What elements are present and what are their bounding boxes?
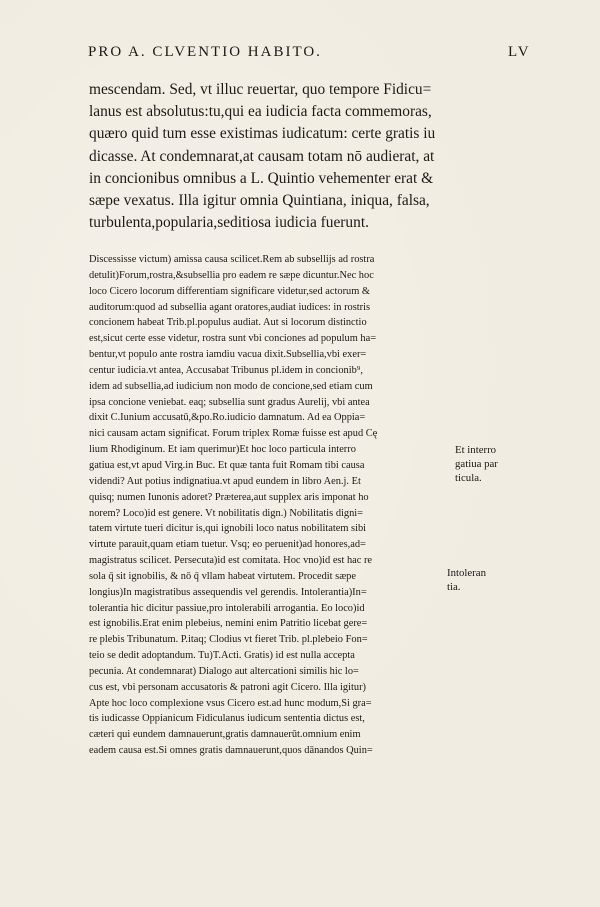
- commentary-line: tatem virtute tueri dicitur is,qui ignobili loco natus nobilitatem sibi: [89, 523, 367, 535]
- margin-note-interrogatiua: [455, 443, 498, 485]
- commentary-line: est,sicut certe esse videtur, rostra sunt vbi conciones ad populum ha=: [89, 333, 377, 345]
- main-text-line: turbulenta,popularia,seditiosa iudicia fuerunt.: [89, 214, 369, 232]
- main-text-block: [89, 79, 484, 234]
- commentary-line: sola q̄ sit ignobilis, & nō q̄ vllam habeat virtutem. Procedit sæpe: [89, 570, 356, 582]
- main-text-line: quæro quid tum esse existimas iudicatum: certe gratis iu: [89, 125, 436, 143]
- commentary-line: lium Rhodiginum. Et iam querimur)Et hoc loco particula interro: [89, 444, 356, 456]
- commentary-line: teio se dedit adoptandum. Tu)T.Acti. Gratis) id est nulla accepta: [89, 650, 355, 662]
- commentary-line: norem? Loco)id est genere. Vt nobilitatis dign.) Nobilitatis digni=: [89, 507, 364, 519]
- commentary-line: dixit C.Iunium accusatū,&po.Ro.iudicio damnatum. Ad ea Oppia=: [89, 412, 366, 424]
- margin-note-line: ticula.: [455, 472, 482, 484]
- commentary-block: [89, 252, 445, 759]
- margin-note-line: gatiua par: [455, 458, 498, 470]
- folio-number: LV: [508, 44, 531, 60]
- main-text-line: mescendam. Sed, vt illuc reuertar, quo tempore Fidicu=: [89, 81, 432, 98]
- commentary-line: gatiua est,vt apud Virg.in Buc. Et quæ tanta fuit Romam tibi causa: [89, 459, 365, 471]
- commentary-line: tolerantia hic dicitur passiue,pro intolerabili arrogantia. Eo loco)id: [89, 602, 365, 614]
- commentary-line: est ignobilis.Erat enim plebeius, nemini enim Patritio licebat gere=: [89, 618, 368, 630]
- main-text-line: dicasse. At condemnarat,at causam totam nō audierat, at: [89, 147, 435, 165]
- commentary-line: longius)In magistratibus assequendis vel gerendis. Intolerantia)In=: [89, 586, 367, 598]
- main-text-line: lanus est absolutus:tu,qui ea iudicia facta commemoras,: [89, 103, 432, 121]
- commentary-line: concionem habeat Trib.pl.populus audiat. Aut si locorum distinctio: [89, 317, 367, 329]
- commentary-line: videndi? Aut potius indignatiua.vt apud eundem in libro Aen.j. Et: [89, 475, 361, 487]
- running-head: PRO A. CLVENTIO HABITO.: [88, 44, 322, 60]
- commentary-line: quisq; numen Iunonis adoret? Præterea,aut supplex aris imponat ho: [89, 491, 369, 503]
- commentary-line: cæteri qui eundem damnauerunt,gratis damnauerūt.omnium enim: [89, 729, 361, 741]
- commentary-line: idem ad subsellia,ad iudicium non modo de concione,sed etiam cum: [89, 380, 373, 392]
- commentary-line: ipsa concione veniebat. eaq; subsellia sunt gradus Aurelij, vbi antea: [89, 396, 370, 408]
- commentary-line: nici causam actam significat. Forum triplex Romæ fuisse est apud Cę: [89, 428, 378, 440]
- commentary-line: Apte hoc loco complexione vsus Cicero est.ad hunc modum,Si gra=: [89, 697, 372, 709]
- commentary-line: bentur,vt populo ante rostra iamdiu vacua dixit.Subsellia,vbi exer=: [89, 349, 367, 361]
- commentary-line: detulit)Forum,rostra,&subsellia pro eadem re sæpe dicuntur.Nec hoc: [89, 269, 374, 281]
- main-text-line: in concionibus omnibus a L. Quintio vehementer erat &: [89, 169, 434, 187]
- commentary-line: centur iudicia.vt antea, Accusabat Tribunus pl.idem in concionib⁹,: [89, 364, 364, 376]
- commentary-line: loco Cicero locorum differentiam significare videtur,sed actorum &: [89, 285, 370, 297]
- commentary-line: virtute parauit,quam etiam tuetur. Vsq; eo peruenit)ad honores,ad=: [89, 539, 366, 551]
- commentary-line: pecunia. At condemnarat) Dialogo aut altercationi similis hic lo=: [89, 665, 359, 677]
- main-text-line: sæpe vexatus. Illa igitur omnia Quintiana, iniqua, falsa,: [89, 191, 430, 209]
- margin-note-line: Et interro: [455, 444, 497, 456]
- margin-note-intolerantia: [447, 566, 486, 594]
- commentary-line: eadem causa est.Si omnes gratis damnauerunt,quos dānandos Quin=: [89, 745, 373, 757]
- commentary-line: cus est, vbi personam accusatoris & patroni agit Cicero. Illa igitur): [89, 681, 367, 693]
- commentary-line: re plebis Tribunatum. P.itaq; Clodius vt fieret Trib. pl.plebeio Fon=: [89, 634, 368, 646]
- commentary-line: Discessisse victum) amissa causa scilicet.Rem ab subsellijs ad rostra: [89, 254, 375, 265]
- commentary-line: auditorum:quod ad subsellia agant oratores,audiat iudices: in rostris: [89, 301, 371, 313]
- commentary-line: magistratus scilicet. Persecuta)id est comitata. Hoc vno)id est hac re: [89, 555, 373, 567]
- commentary-line: tis iudicasse Oppianicum Fidiculanus iudicum sententia dictus est,: [89, 713, 365, 725]
- margin-note-line: Intoleran: [447, 567, 486, 579]
- margin-note-line: tia.: [447, 581, 461, 593]
